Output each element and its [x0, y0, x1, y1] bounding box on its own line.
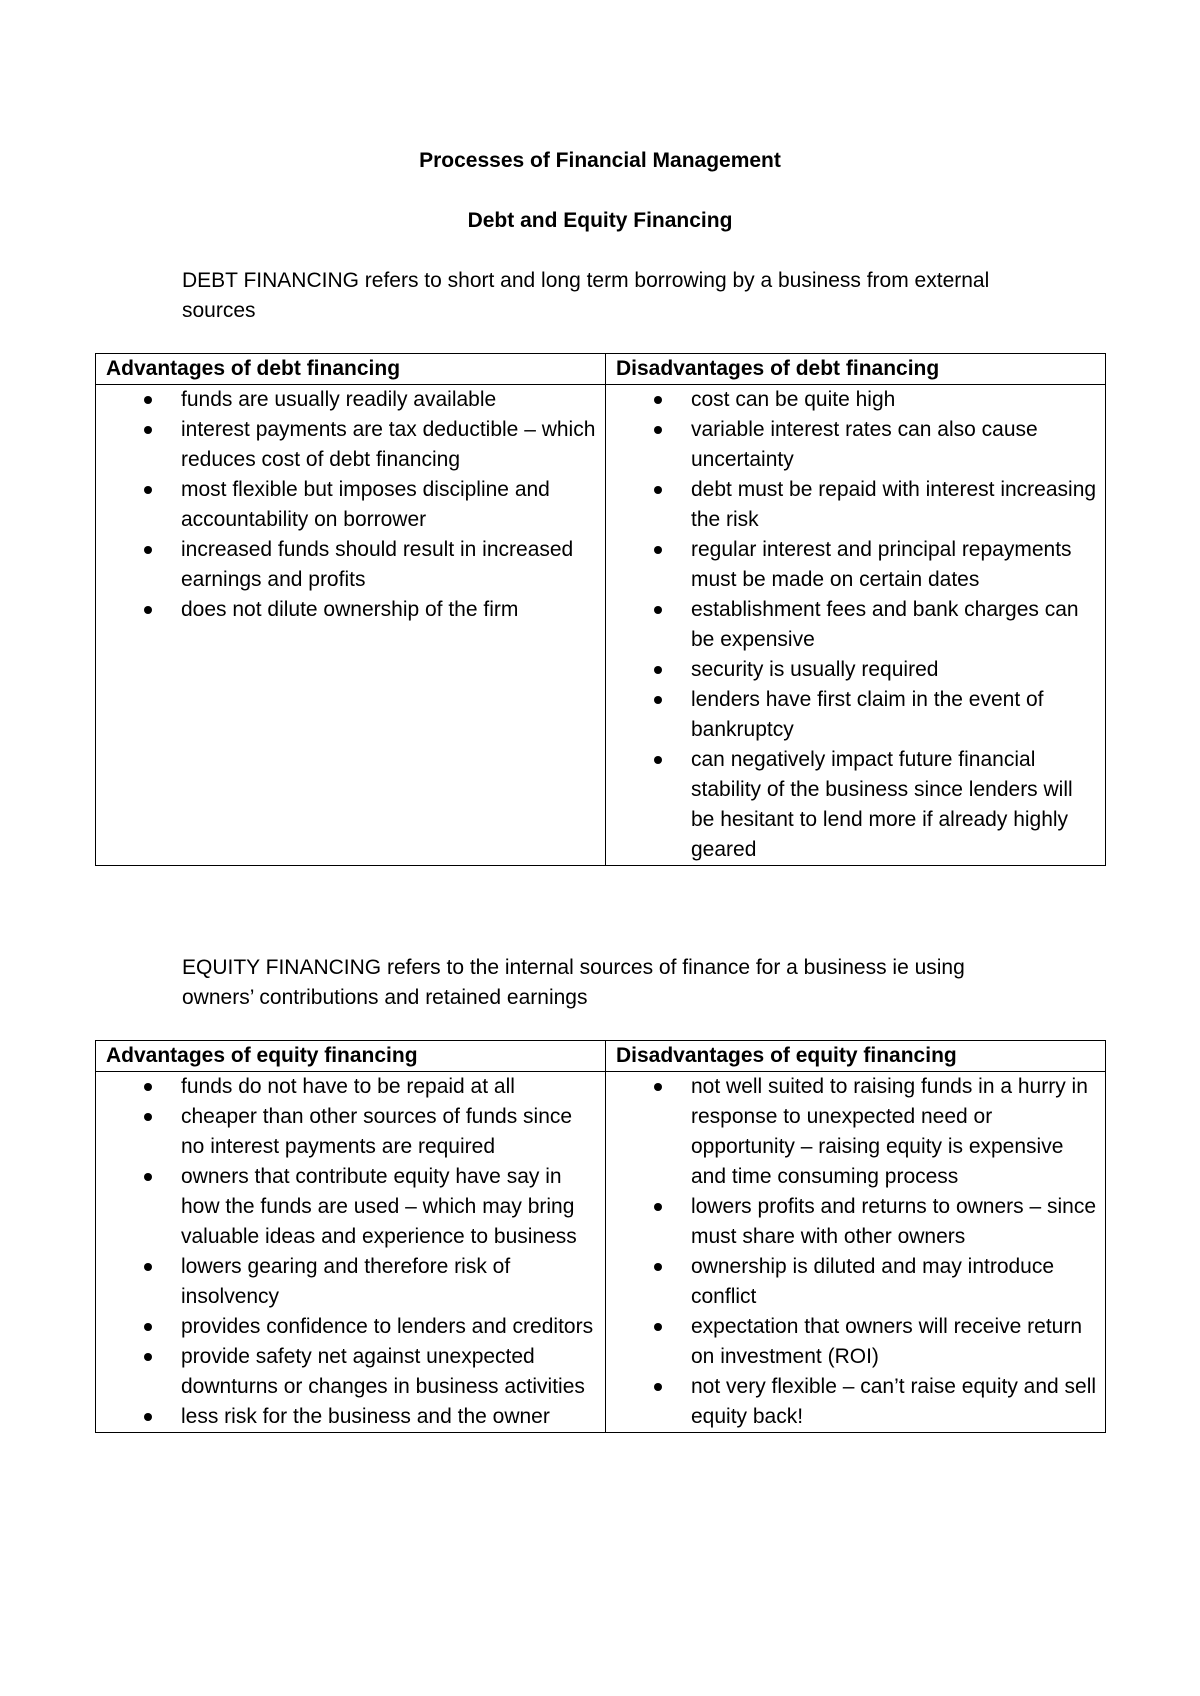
- debt-table-header-row: [96, 354, 1106, 385]
- list-item: owners that contribute equity have say in how the funds are used – which may bring valuable ideas and experience to business: [96, 1162, 597, 1252]
- list-item: cost can be quite high: [606, 385, 1097, 415]
- list-item: most flexible but imposes discipline and accountability on borrower: [96, 475, 597, 535]
- equity-advantages-list: [96, 1072, 605, 1432]
- list-item: less risk for the business and the owner: [96, 1402, 597, 1432]
- debt-advantages-header: Advantages of debt financing: [96, 354, 606, 385]
- page-title: Processes of Financial Management: [419, 149, 781, 172]
- equity-table-header-row: [96, 1041, 1106, 1072]
- list-item: can negatively impact future financial stability of the business since lenders will be hesitant to lend more if already highly geared: [606, 745, 1097, 865]
- debt-intro: DEBT FINANCING refers to short and long term borrowing by a business from external sources: [182, 269, 990, 322]
- debt-disadvantages-cell: [606, 385, 1106, 866]
- debt-table: [95, 353, 1106, 866]
- list-item: variable interest rates can also cause uncertainty: [606, 415, 1097, 475]
- equity-disadvantages-cell: [606, 1072, 1106, 1433]
- list-item: provide safety net against unexpected downturns or changes in business activities: [96, 1342, 597, 1402]
- list-item: lenders have first claim in the event of bankruptcy: [606, 685, 1097, 745]
- list-item: funds are usually readily available: [96, 385, 597, 415]
- list-item: establishment fees and bank charges can be expensive: [606, 595, 1097, 655]
- page-subtitle: Debt and Equity Financing: [467, 209, 733, 232]
- debt-advantages-list: [96, 385, 605, 625]
- list-item: security is usually required: [606, 655, 1097, 685]
- list-item: lowers gearing and therefore risk of insolvency: [96, 1252, 597, 1312]
- equity-table: [95, 1040, 1106, 1433]
- equity-advantages-cell: [96, 1072, 606, 1433]
- equity-advantages-header: Advantages of equity financing: [96, 1041, 606, 1072]
- list-item: expectation that owners will receive return on investment (ROI): [606, 1312, 1097, 1372]
- equity-disadvantages-list: [606, 1072, 1105, 1432]
- list-item: lowers profits and returns to owners – since must share with other owners: [606, 1192, 1097, 1252]
- list-item: cheaper than other sources of funds since no interest payments are required: [96, 1102, 597, 1162]
- list-item: provides confidence to lenders and creditors: [96, 1312, 597, 1342]
- list-item: funds do not have to be repaid at all: [96, 1072, 597, 1102]
- list-item: interest payments are tax deductible – which reduces cost of debt financing: [96, 415, 597, 475]
- debt-advantages-cell: [96, 385, 606, 866]
- equity-table-row: [96, 1072, 1106, 1433]
- list-item: regular interest and principal repayments must be made on certain dates: [606, 535, 1097, 595]
- list-item: ownership is diluted and may introduce conflict: [606, 1252, 1097, 1312]
- debt-disadvantages-list: [606, 385, 1105, 865]
- list-item: not well suited to raising funds in a hurry in response to unexpected need or opportunity – raising equity is expensive and time consuming process: [606, 1072, 1097, 1192]
- list-item: does not dilute ownership of the firm: [96, 595, 597, 625]
- debt-table-row: [96, 385, 1106, 866]
- equity-disadvantages-header: Disadvantages of equity financing: [606, 1041, 1106, 1072]
- debt-disadvantages-header: Disadvantages of debt financing: [606, 354, 1106, 385]
- list-item: not very flexible – can’t raise equity and sell equity back!: [606, 1372, 1097, 1432]
- list-item: increased funds should result in increased earnings and profits: [96, 535, 597, 595]
- list-item: debt must be repaid with interest increasing the risk: [606, 475, 1097, 535]
- equity-intro: EQUITY FINANCING refers to the internal sources of finance for a business ie using owners’ contributions and retained earnings: [182, 956, 965, 1009]
